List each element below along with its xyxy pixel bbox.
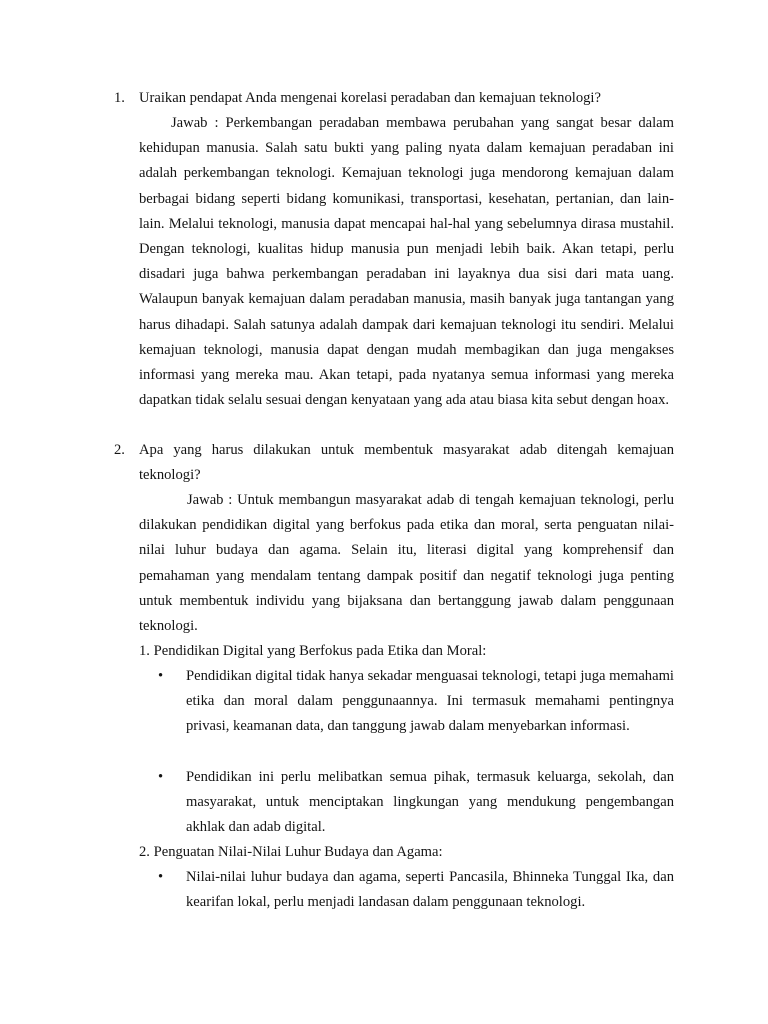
bullet-icon: • (158, 869, 164, 885)
answer-1 (139, 111, 674, 413)
answer-1-paragraph: Jawab : Perkembangan peradaban membawa perubahan yang sangat besar dalam kehidupan manusia. Salah satu bukti yang paling nyata dalam kemajuan peradaban ini adalah perkembangan teknologi. Kemajuan teknologi juga mendorong kemajuan dalam berbagai bidang seperti bidang komunikasi, transportasi, kesehatan, pertanian, dan lain-lain. Melalui teknologi, manusia dapat mencapai hal-hal yang sebelumnya dirasa mustahil. Dengan teknologi, kualitas hidup manusia pun menjadi lebih baik. Akan tetapi, perlu disadari juga bahwa perkembangan peradaban ini layaknya dua sisi dari mata uang. Walaupun banyak kemajuan dalam peradaban manusia, masih banyak juga tantangan yang harus dihadapi. Salah satunya adalah dampak dari kemajuan teknologi itu sendiri. Melalui kemajuan teknologi, manusia dapat dengan mudah membagikan dan juga mengakses informasi yang mereka mau. Akan tetapi, pada nyatanya semua informasi yang mereka dapatkan tidak selalu sesuai dengan kenyataan yang ada atau biasa kita sebut dengan hoax. (139, 115, 674, 409)
question-1-text: Uraikan pendapat Anda mengenai korelasi peradaban dan kemajuan teknologi? (139, 90, 601, 106)
section-2-bullet-1: Nilai-nilai luhur budaya dan agama, seperti Pancasila, Bhinneka Tunggal Ika, dan kearifan lokal, perlu menjadi landasan dalam penggunaan teknologi. (186, 869, 674, 911)
bullet-icon: • (158, 769, 164, 785)
section-1-bullet-2: Pendidikan ini perlu melibatkan semua pihak, termasuk keluarga, sekolah, dan masyarakat, untuk menciptakan lingkungan yang mendukung pengembangan akhlak dan adab digital. (186, 769, 674, 836)
answer-2 (139, 488, 674, 639)
section-1-heading: 1. Pendidikan Digital yang Berfokus pada Etika dan Moral: (139, 643, 487, 659)
question-2-text: Apa yang harus dilakukan untuk membentuk masyarakat adab ditengah kemajuan teknologi? (139, 442, 674, 484)
bullet-icon: • (158, 668, 164, 684)
question-1-number: 1. (114, 90, 125, 106)
question-2-number: 2. (114, 442, 125, 458)
answer-2-paragraph: Jawab : Untuk membangun masyarakat adab di tengah kemajuan teknologi, perlu dilakukan pendidikan digital yang berfokus pada etika dan moral, serta penguatan nilai-nilai luhur budaya dan agama. Selain itu, literasi digital yang komprehensif dan pemahaman yang mendalam tentang dampak positif dan negatif teknologi juga penting untuk membentuk individu yang bijaksana dan bertanggung jawab dalam penggunaan teknologi. (139, 492, 674, 635)
section-2-heading: 2. Penguatan Nilai-Nilai Luhur Budaya dan Agama: (139, 844, 443, 860)
section-1-bullet-1: Pendidikan digital tidak hanya sekadar menguasai teknologi, tetapi juga memahami etika dan moral dalam penggunaannya. Ini termasuk memahami pentingnya privasi, keamanan data, dan tanggung jawab dalam menyebarkan informasi. (186, 668, 674, 735)
